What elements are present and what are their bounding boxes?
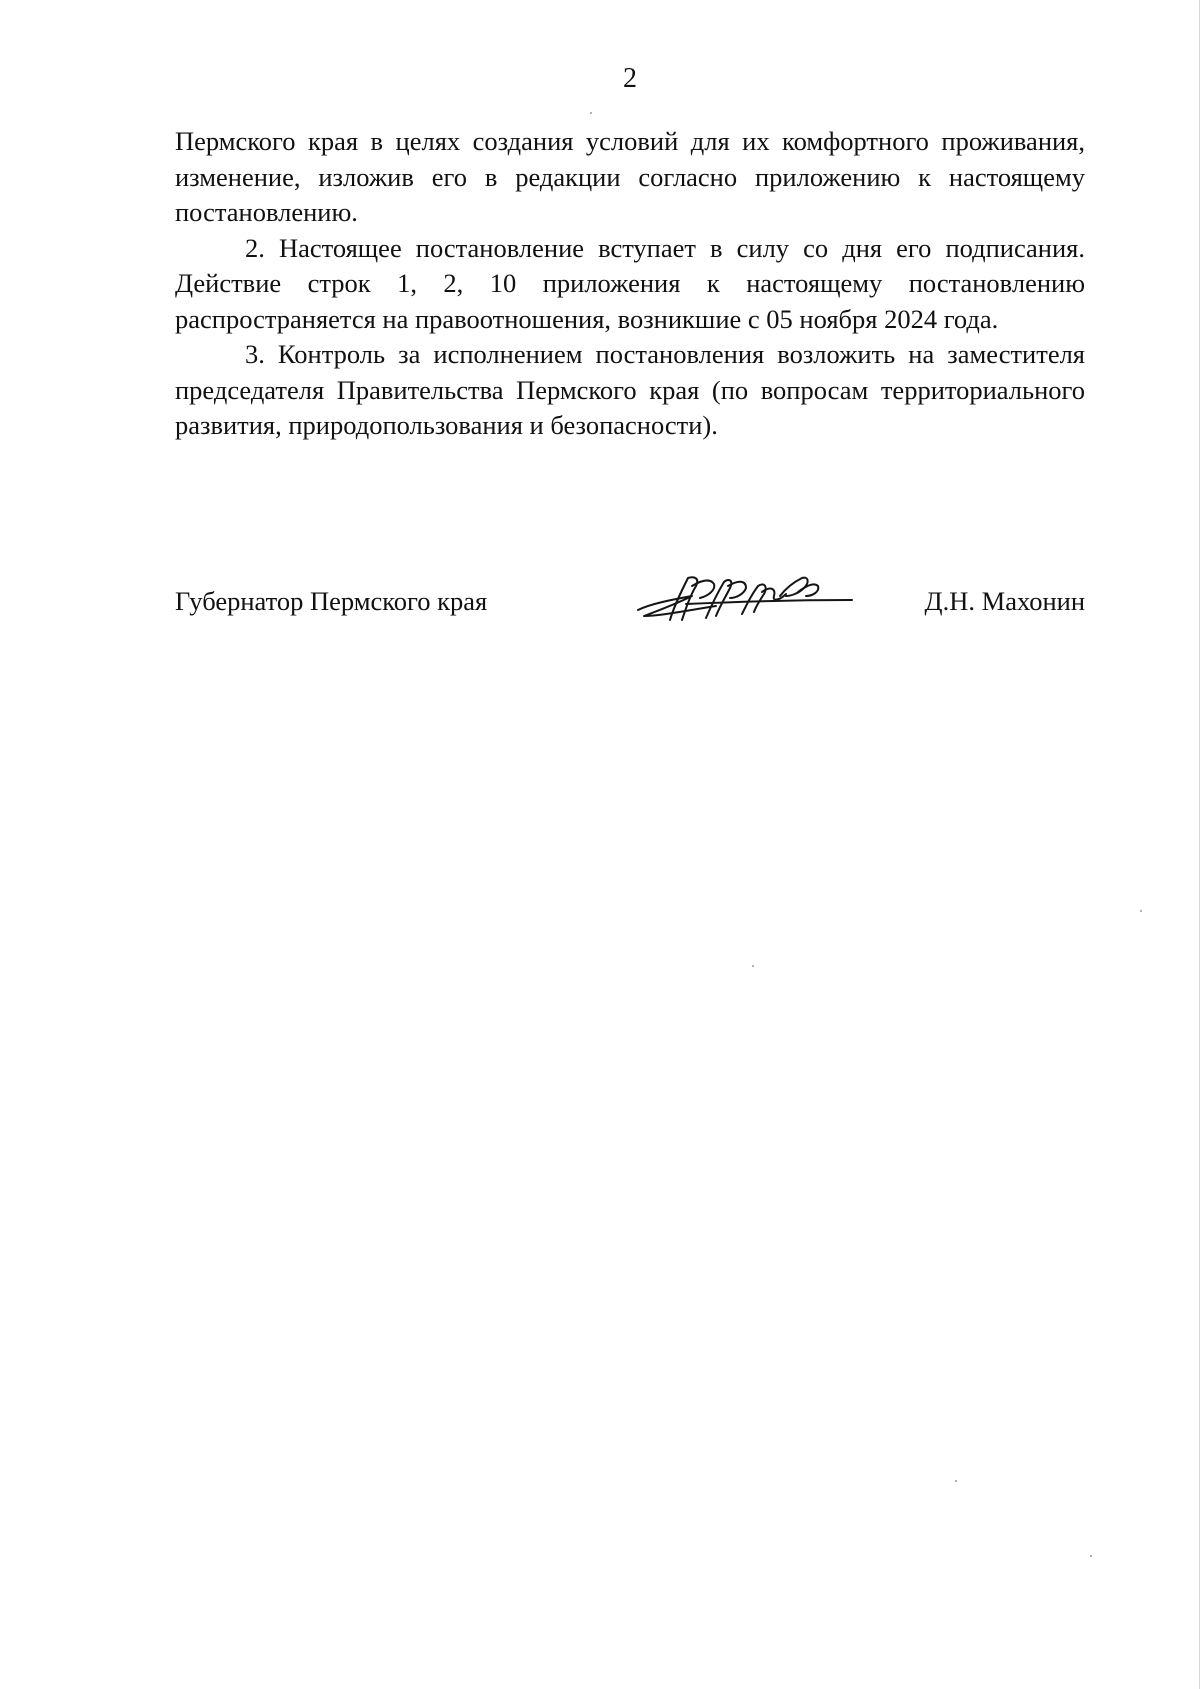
signature-block xyxy=(175,566,1085,626)
signatory-name: Д.Н. Махонин xyxy=(924,586,1085,616)
document-body xyxy=(175,124,1085,444)
scan-speck xyxy=(1140,910,1142,912)
signatory-position: Губернатор Пермского края xyxy=(175,586,488,616)
scan-speck xyxy=(955,1480,957,1482)
paragraph-item-2: 2. Настоящее постановление вступает в силу со дня его подписания. Действие строк 1, 2, 10 приложения к настоящему постановлению распространяется на правоотношения, возникшие с 05 ноября 2024 года. xyxy=(175,232,1085,334)
scan-speck xyxy=(590,112,592,114)
paragraph-continuation: Пермского края в целях создания условий для их комфортного проживания, изменение, изложив его в редакции согласно приложению к настоящему постановлению. xyxy=(175,126,1085,227)
handwritten-signature-icon xyxy=(630,566,855,626)
page-number: 2 xyxy=(623,63,637,94)
scan-speck xyxy=(752,965,754,967)
scan-speck xyxy=(1090,1555,1092,1557)
paragraph-item-3: 3. Контроль за исполнением постановления возложить на заместителя председателя Правительства Пермского края (по вопросам территориального развития, природопользования и безопасности). xyxy=(175,339,1085,440)
